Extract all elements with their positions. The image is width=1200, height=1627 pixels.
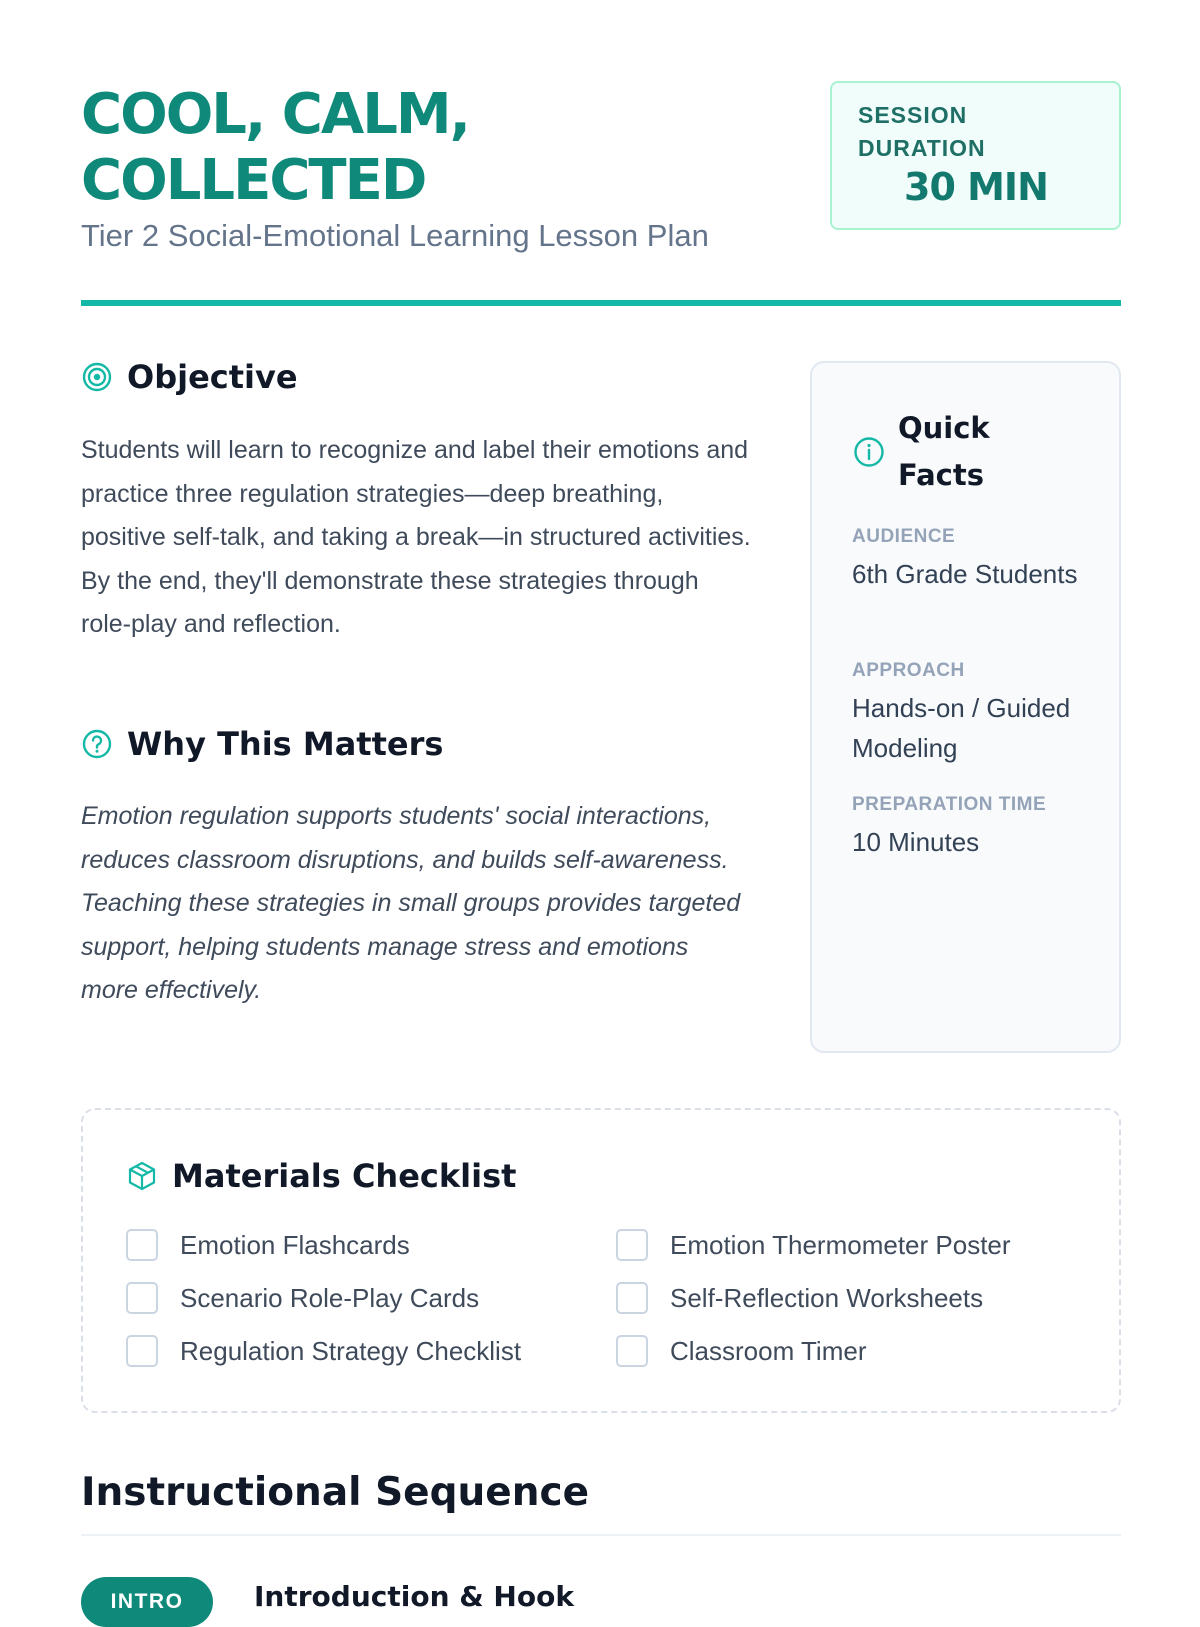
material-label: Emotion Thermometer Poster [670, 1229, 1011, 1260]
quick-facts-heading [852, 405, 1028, 499]
material-label: Classroom Timer [670, 1335, 867, 1366]
material-checkbox[interactable] [616, 1282, 648, 1314]
why-heading [81, 725, 443, 763]
duration-value: 30 MIN [904, 165, 1048, 209]
fact-label: AUDIENCE [852, 526, 956, 547]
why-text: Emotion regulation supports students' social interactions, reduces classroom disruptions, and builds self-awareness. Teaching these strategies in small groups provides targeted support, helping students manage stress and emotions more effectively. [81, 802, 741, 1004]
step-tag-badge: INTRO [81, 1577, 213, 1627]
material-checkbox[interactable] [616, 1335, 648, 1367]
material-item[interactable] [126, 1282, 479, 1314]
page-title: COOL, CALM, COLLECTED [81, 82, 469, 213]
duration-label: SESSION DURATION [858, 102, 986, 161]
quick-facts-card [810, 361, 1121, 1053]
material-label: Self-Reflection Worksheets [670, 1282, 984, 1313]
sequence-divider [81, 1534, 1121, 1536]
material-item[interactable] [616, 1229, 1011, 1261]
material-item[interactable] [616, 1335, 866, 1367]
materials-checklist [81, 1108, 1121, 1413]
fact-value: 6th Grade Students [852, 559, 1078, 589]
material-item[interactable] [126, 1229, 410, 1261]
material-label: Emotion Flashcards [180, 1229, 410, 1260]
fact-value: Hands-on / Guided Modeling [852, 693, 1071, 763]
session-duration-card [830, 81, 1121, 230]
page-subtitle: Tier 2 Social-Emotional Learning Lesson Plan [81, 218, 709, 253]
fact-audience [852, 526, 1102, 594]
question-circle-icon [81, 728, 113, 760]
fact-label: APPROACH [852, 660, 965, 681]
target-icon [81, 361, 113, 393]
materials-heading-label: Materials Checklist [172, 1157, 517, 1195]
objective-heading-label: Objective [127, 358, 298, 396]
material-checkbox[interactable] [126, 1229, 158, 1261]
box-icon [126, 1160, 158, 1192]
header-divider [81, 300, 1121, 306]
step-title: Introduction & Hook [254, 1580, 574, 1613]
info-circle-icon [852, 435, 886, 469]
material-checkbox[interactable] [616, 1229, 648, 1261]
fact-preparation-time [852, 794, 1102, 862]
material-checkbox[interactable] [126, 1335, 158, 1367]
why-heading-label: Why This Matters [127, 725, 444, 763]
material-label: Regulation Strategy Checklist [180, 1335, 522, 1366]
sequence-heading: Instructional Sequence [81, 1470, 590, 1515]
objective-text: Students will learn to recognize and label their emotions and practice three regulation strategies—deep breathing, positive self-talk, and taking a break—in structured activities. By the end, they'll demonstrate these strategies through role-play and reflection. [81, 436, 751, 638]
fact-approach [852, 660, 1102, 768]
material-item[interactable] [616, 1282, 983, 1314]
objective-heading [81, 358, 298, 396]
fact-label: PREPARATION TIME [852, 794, 1047, 815]
material-item[interactable] [126, 1335, 521, 1367]
quick-facts-heading-label: Quick Facts [898, 411, 990, 492]
material-label: Scenario Role-Play Cards [180, 1282, 480, 1313]
material-checkbox[interactable] [126, 1282, 158, 1314]
lesson-plan-page [81, 0, 1121, 1613]
fact-value: 10 Minutes [852, 827, 980, 857]
materials-heading [126, 1157, 516, 1195]
